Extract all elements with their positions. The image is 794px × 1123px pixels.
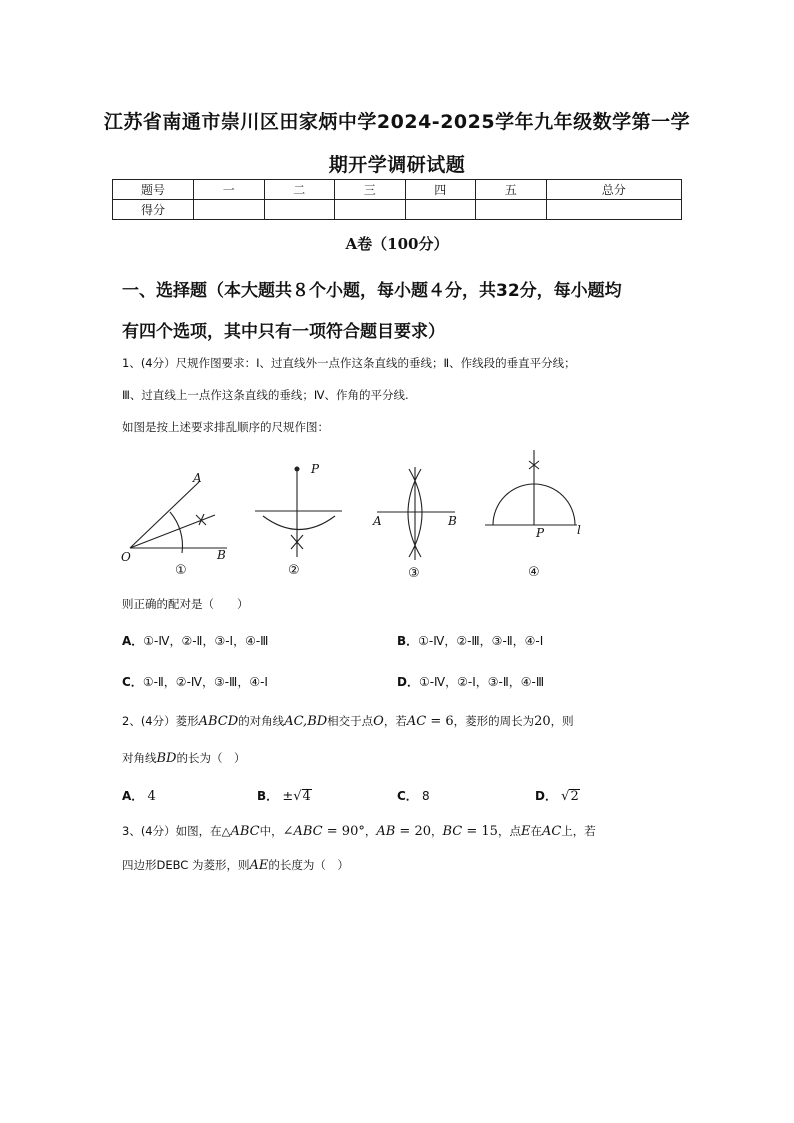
q3-text-7: 上，若	[561, 824, 596, 838]
fig3-label-B: B	[448, 514, 457, 528]
fig2-point-P	[295, 467, 299, 471]
q3-text-6: 在	[530, 824, 542, 838]
q1-line-3: 如图是按上述要求排乱顺序的尺规作图：	[122, 420, 329, 434]
fig3-label-A: A	[373, 514, 382, 528]
fig1-ray-OA	[130, 482, 199, 548]
section-heading-line-2: 有四个选项，其中只有一项符合题目要求）	[122, 322, 445, 342]
q1-option-c-label: C．	[122, 675, 143, 689]
q2-text-4: ，若	[383, 714, 407, 728]
fig2-caption: ②	[288, 563, 300, 578]
q1-option-d-text: ①-Ⅳ，②-Ⅰ，③-Ⅱ，④-Ⅲ	[418, 675, 545, 689]
q1-option-a-label: A．	[122, 634, 144, 648]
q3-text-8: 四边形DEBC 为菱形，则	[122, 858, 250, 872]
score-row-label: 得分	[113, 200, 194, 220]
q2-option-a[interactable]	[122, 787, 156, 804]
q3-math-abc: ABC	[230, 824, 260, 839]
q3-text-3: ，	[364, 824, 377, 838]
q3-line-2	[122, 857, 349, 873]
fig4-label-l: l	[577, 523, 581, 537]
volume-heading: A卷（100分）	[345, 235, 449, 253]
q2-text-8: 的长为（ ）	[176, 751, 246, 765]
q3-line-1	[122, 823, 596, 839]
q1-option-a-text: ①-Ⅳ，②-Ⅱ，③-Ⅰ，④-Ⅲ	[143, 634, 269, 648]
q3-math-20: = 20	[395, 824, 431, 839]
section-heading-line-1: 一、选择题（本大题共８个小题，每小题４分，共32分，每小题均	[122, 281, 622, 301]
q2-line-1	[122, 713, 574, 729]
q2-text-7: 对角线	[122, 751, 157, 765]
q1-option-d-label: D．	[397, 675, 419, 689]
q3-math-ae: AE	[249, 858, 269, 873]
q3-math-ab: AB	[376, 824, 396, 839]
q2-math-ac: AC	[406, 714, 427, 729]
q2-option-c[interactable]	[397, 787, 430, 804]
score-cell-header-2: 二	[264, 180, 335, 200]
q2-text-6: ，则	[550, 714, 574, 728]
q2-math-abcd: ABCD	[198, 714, 239, 729]
q1-line-2: Ⅲ、过直线上一点作这条直线的垂线；Ⅳ、作角的平分线.	[122, 388, 409, 402]
sqrt-icon: √	[561, 789, 570, 804]
q2-option-d[interactable]	[535, 787, 580, 804]
q1-line-1: 1、(4分）尺规作图要求：Ⅰ、过直线外一点作这条直线的垂线；Ⅱ、作线段的垂直平分线；	[122, 356, 576, 370]
q1-option-d[interactable]	[397, 673, 544, 690]
q3-text-5: ，点	[497, 824, 521, 838]
score-cell-header-6: 总分	[546, 180, 682, 200]
score-cell-header-1: 一	[194, 180, 265, 200]
q3-text-2: 中，	[259, 824, 283, 838]
sqrt-icon: √	[293, 789, 302, 804]
q1-question: 则正确的配对是（ ）	[122, 597, 249, 611]
q2-math-ac-bd: AC,BD	[284, 714, 328, 729]
score-input-cell-5[interactable]	[476, 200, 547, 220]
q2-option-a-label: A．	[122, 789, 144, 803]
q2-option-b-text: 4	[302, 789, 311, 804]
q1-option-a[interactable]	[122, 632, 268, 649]
q3-math-90: = 90°	[322, 824, 365, 839]
q3-text-1: 3、(4分）如图，在△	[122, 824, 231, 838]
q3-math-e: E	[520, 824, 531, 839]
q2-text-5: ，菱形的周长为	[453, 714, 535, 728]
score-cell-header-5: 五	[476, 180, 547, 200]
q1-option-c-text: ①-Ⅱ，②-Ⅳ，③-Ⅲ，④-Ⅰ	[142, 675, 268, 689]
fig1-caption: ①	[175, 563, 187, 578]
title-line-1: 江苏省南通市崇川区田家炳中学2024-2025学年九年级数学第一学	[103, 111, 691, 133]
fig1-label-A: A	[193, 471, 202, 485]
fig1-label-B: B	[217, 548, 226, 562]
q1-option-b-text: ①-Ⅳ，②-Ⅲ，③-Ⅱ，④-Ⅰ	[418, 634, 544, 648]
q2-text-2: 的对角线	[238, 714, 285, 728]
q3-math-ac: AC	[541, 824, 562, 839]
fig4-label-P: P	[536, 526, 545, 540]
q3-math-15: = 15	[462, 824, 498, 839]
fig2-label-P: P	[311, 462, 320, 476]
fig1-arc	[170, 512, 182, 553]
fig1-bisector	[130, 515, 215, 548]
fig2-arc	[263, 516, 335, 530]
score-cell-header-4: 四	[405, 180, 476, 200]
score-input-cell-1[interactable]	[194, 200, 265, 220]
q2-option-c-text: 8	[422, 789, 430, 803]
q2-option-d-text: 2	[570, 789, 579, 804]
q2-option-b-pm: ±	[282, 789, 294, 804]
score-table	[112, 179, 682, 220]
fig3-caption: ③	[408, 566, 420, 581]
q2-option-b[interactable]	[257, 787, 312, 804]
score-input-cell-3[interactable]	[335, 200, 406, 220]
q2-text-1: 2、(4分）菱形	[122, 714, 199, 728]
q1-option-c[interactable]	[122, 673, 268, 690]
q3-text-9: 的长度为（ ）	[268, 858, 349, 872]
q1-option-b[interactable]	[397, 632, 543, 649]
q2-option-b-label: B．	[257, 789, 279, 803]
score-input-cell-4[interactable]	[405, 200, 476, 220]
score-table-header-row	[113, 180, 682, 200]
q1-construction-figures	[115, 445, 605, 585]
score-cell-header-3: 三	[335, 180, 406, 200]
score-table-score-row	[113, 200, 682, 220]
q2-line-2	[122, 750, 245, 766]
q2-math-bd: BD	[156, 751, 177, 766]
q2-option-d-label: D．	[535, 789, 557, 803]
fig4-caption: ④	[528, 565, 540, 580]
q1-option-b-label: B．	[397, 634, 419, 648]
q2-text-3: 相交于点	[327, 714, 374, 728]
q2-option-c-label: C．	[397, 789, 418, 803]
score-input-cell-2[interactable]	[264, 200, 335, 220]
q3-math-angle-abc: ∠ABC	[282, 824, 323, 839]
q3-math-bc: BC	[442, 824, 463, 839]
q2-math-20: 20	[534, 714, 551, 729]
q3-text-4: ，	[431, 824, 443, 838]
q2-math-o: O	[373, 714, 384, 729]
score-input-cell-total[interactable]	[546, 200, 682, 220]
q2-option-a-text: 4	[147, 789, 156, 804]
score-cell-header-0: 题号	[113, 180, 194, 200]
q2-math-ac-value: = 6	[426, 714, 454, 729]
title-line-2: 期开学调研试题	[328, 154, 466, 176]
fig1-label-O: O	[121, 550, 131, 564]
